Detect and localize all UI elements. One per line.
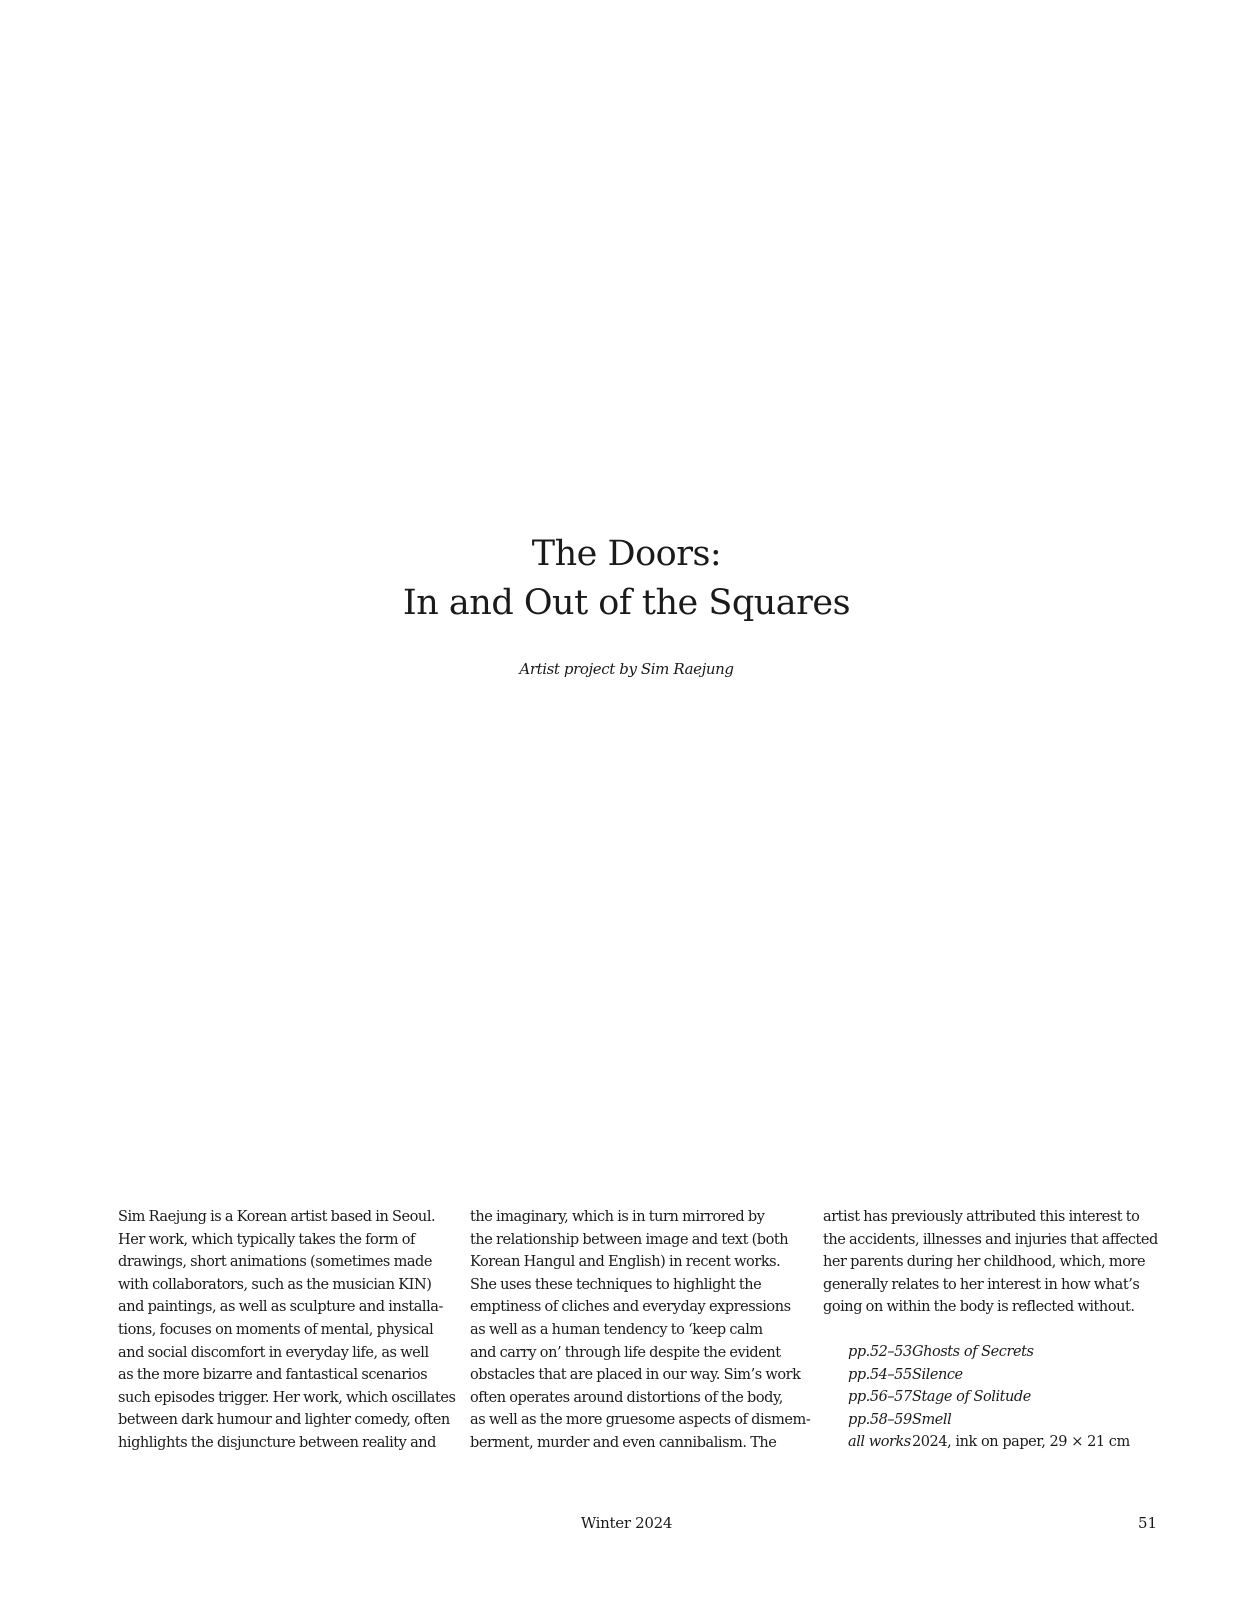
footer-issue: Winter 2024: [580, 1514, 673, 1532]
body-line: often operates around distortions of the body,: [470, 1389, 783, 1406]
body-line: berment, murder and even cannibalism. The: [470, 1434, 777, 1451]
body-line: Korean Hangul and English) in recent works.: [470, 1254, 781, 1271]
body-line: the accidents, illnesses and injuries that affected: [823, 1231, 1158, 1248]
work-pages: pp.56–57: [848, 1389, 912, 1406]
body-line: as well as the more gruesome aspects of dismem-: [470, 1412, 811, 1429]
work-pages: pp.54–55: [848, 1366, 912, 1383]
body-line: between dark humour and lighter comedy, often: [118, 1412, 450, 1429]
body-line: the relationship between image and text (both: [470, 1231, 789, 1248]
body-column-3: [823, 1206, 1163, 1319]
work-pages: pp.52–53: [848, 1344, 912, 1360]
body-line: Her work, which typically takes the form of: [118, 1231, 415, 1248]
work-title: Stage of Solitude: [912, 1389, 1031, 1406]
article-subtitle: Artist project by Sim Raejung: [519, 660, 734, 678]
body-column-2: [470, 1206, 810, 1455]
body-line: generally relates to her interest in how what’s: [823, 1276, 1140, 1293]
body-line: emptiness of cliches and everyday expressions: [470, 1299, 791, 1316]
page-number: 51: [1138, 1514, 1158, 1532]
body-line: and paintings, as well as sculpture and installa-: [118, 1299, 443, 1316]
work-title: Ghosts of Secrets: [912, 1344, 1034, 1360]
body-line: highlights the disjuncture between reality and: [118, 1434, 437, 1451]
body-line: Sim Raejung is a Korean artist based in Seoul.: [118, 1209, 436, 1225]
work-title: Smell: [912, 1411, 952, 1428]
works-list: [848, 1341, 1130, 1454]
body-line: as well as a human tendency to ‘keep calm: [470, 1321, 763, 1338]
body-line: the imaginary, which is in turn mirrored by: [470, 1209, 765, 1225]
work-row: [848, 1409, 1130, 1432]
work-row: [848, 1386, 1130, 1409]
body-column-1: [118, 1206, 458, 1455]
title-line-1: The Doors:: [531, 534, 722, 574]
body-line: going on within the body is reflected without.: [823, 1299, 1135, 1316]
body-line: with collaborators, such as the musician KIN): [118, 1276, 432, 1293]
work-pages: all works: [848, 1434, 911, 1451]
body-line: artist has previously attributed this interest to: [823, 1209, 1140, 1225]
body-line: obstacles that are placed in our way. Sim’s work: [470, 1367, 801, 1384]
body-line: drawings, short animations (sometimes made: [118, 1254, 433, 1271]
title-line-2: In and Out of the Squares: [402, 583, 851, 623]
work-details: 2024, ink on paper, 29 × 21 cm: [912, 1434, 1130, 1451]
body-line: and carry on’ through life despite the evident: [470, 1344, 781, 1361]
work-title: Silence: [912, 1366, 963, 1383]
body-line: her parents during her childhood, which, more: [823, 1254, 1146, 1271]
body-line: such episodes trigger. Her work, which oscillates: [118, 1389, 456, 1406]
body-line: and social discomfort in everyday life, as well: [118, 1344, 429, 1361]
body-line: tions, focuses on moments of mental, physical: [118, 1321, 434, 1338]
work-row: [848, 1364, 1130, 1387]
work-row: [848, 1341, 1130, 1364]
work-pages: pp.58–59: [848, 1411, 912, 1428]
body-line: She uses these techniques to highlight the: [470, 1276, 762, 1293]
article-title: [0, 530, 1253, 628]
body-line: as the more bizarre and fantastical scenarios: [118, 1367, 428, 1384]
work-row: [848, 1431, 1130, 1454]
